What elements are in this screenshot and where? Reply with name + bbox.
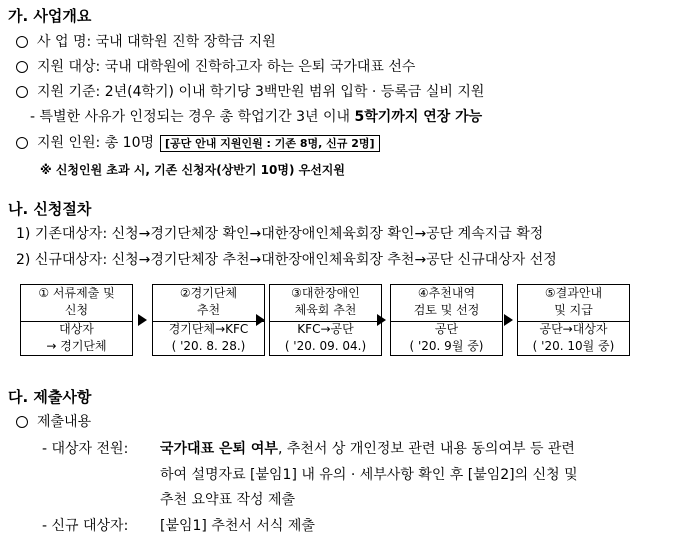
submission-existing-label: - 대상자 전원: <box>42 441 129 457</box>
submission-new-label: - 신규 대상자: <box>42 518 129 534</box>
flow-step-3: ③대한장애인 체육회 추천 KFC→공단 ( '20. 09. 04.) <box>269 284 382 356</box>
circle-bullet-icon <box>16 86 28 98</box>
overview-item-criteria: 지원 기준: 2년(4학기) 이내 학기당 3백만원 범위 입학 · 등록금 실비 지원 <box>16 83 484 101</box>
recruit-note-box: [공단 안내 지원인원 : 기존 8명, 신규 2명] <box>160 135 380 152</box>
circle-bullet-icon <box>16 36 28 48</box>
submission-existing-line2: 하여 설명자료 [붙임1] 내 유의 · 세부사항 확인 후 [붙임2]의 신청 및 <box>160 467 578 483</box>
procedure-step-existing: 1) 기존대상자: 신청→경기단체장 확인→대한장애인체육회장 확인→공단 계속지급 확정 <box>16 226 544 242</box>
submission-existing-line3: 추천 요약표 작성 제출 <box>160 492 296 508</box>
submission-new-text: [붙임1] 추천서 서식 제출 <box>160 518 315 534</box>
flow-arrow-icon <box>256 314 265 326</box>
submission-existing-line1: 국가대표 은퇴 여부, 추천서 상 개인정보 관련 내용 동의여부 등 관련 <box>160 441 575 457</box>
section-title-submission: 다. 제출사항 <box>8 388 92 406</box>
circle-bullet-icon <box>16 137 28 149</box>
overview-item-name: 사 업 명: 국내 대학원 진학 장학금 지원 <box>16 33 276 51</box>
flow-step-4: ④추천내역 검토 및 선정 공단 ( '20. 9월 중) <box>390 284 503 356</box>
flow-step-1: ① 서류제출 및 신청 대상자 → 경기단체 <box>20 284 133 356</box>
submission-item: 제출내용 <box>16 413 91 431</box>
section-title-procedure: 나. 신청절차 <box>8 200 92 218</box>
flow-arrow-icon <box>504 314 513 326</box>
section-title-overview: 가. 사업개요 <box>8 7 92 25</box>
priority-note: ※ 신청인원 초과 시, 기존 신청자(상반기 10명) 우선지원 <box>40 163 345 177</box>
procedure-step-new: 2) 신규대상자: 신청→경기단체장 추천→대한장애인체육회장 추천→공단 신규대상자 선정 <box>16 252 557 268</box>
overview-item-target: 지원 대상: 국내 대학원에 진학하고자 하는 은퇴 국가대표 선수 <box>16 58 415 76</box>
flow-arrow-icon <box>138 314 147 326</box>
circle-bullet-icon <box>16 61 28 73</box>
flow-step-2: ②경기단체 추천 경기단체→KFC ( '20. 8. 28.) <box>152 284 265 356</box>
overview-sub-note: - 특별한 사유가 인정되는 경우 총 학업기간 3년 이내 5학기까지 연장 가능 <box>30 109 483 125</box>
overview-item-recruit: 지원 인원: 총 10명 [공단 안내 지원인원 : 기존 8명, 신규 2명] <box>16 134 380 152</box>
flow-step-5: ⑤결과안내 및 지급 공단→대상자 ( '20. 10월 중) <box>517 284 630 356</box>
circle-bullet-icon <box>16 416 28 428</box>
flow-arrow-icon <box>377 314 386 326</box>
